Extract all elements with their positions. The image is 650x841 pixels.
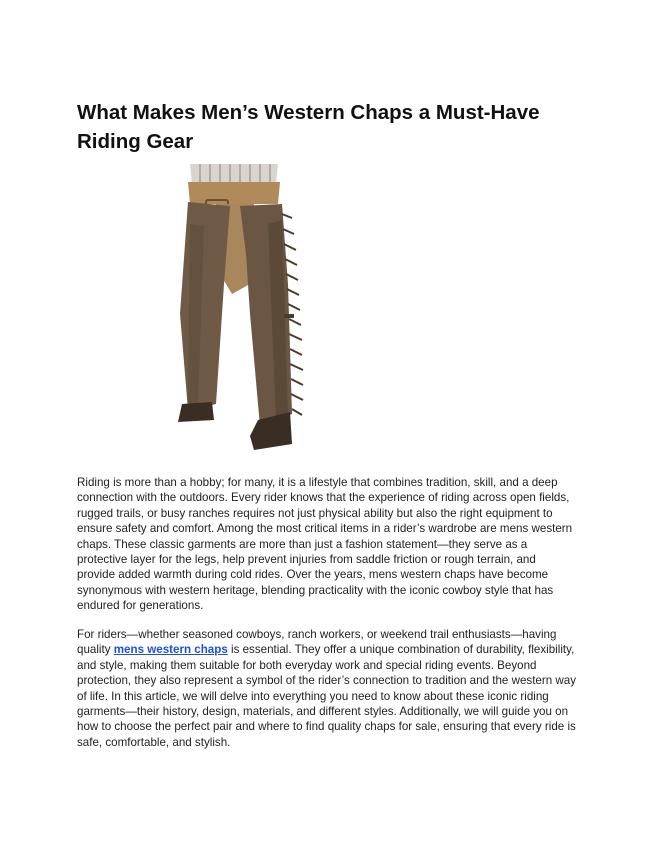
left-boot-graphic — [178, 402, 214, 422]
right-boot-graphic — [250, 412, 292, 450]
paragraph-text-after-link: is essential. They offer a unique combination of durability, flexibility, and style, making them suitable for both everyday work and special riding events. Beyond protection, they also represent a symbol of the rider’s connection to tradition and the western way of life. In this article, we will delve into everything you need to know about these iconic riding garments—their history, design, materials, and different styles. Additionally, we will guide you on how to choose the perfect pair and where to find quality chaps for sale, ensuring that every ride is safe, comfortable, and stylish. — [77, 643, 577, 749]
chaps-photo — [150, 164, 315, 459]
shirt-graphic — [190, 164, 278, 184]
paragraph-text-before-link: For riders—whether seasoned cowboys, ranch workers, or weekend trail enthusiasts—having quality — [77, 628, 557, 657]
mens-western-chaps-link[interactable]: mens western chaps — [113, 643, 228, 657]
second-paragraph — [77, 627, 577, 750]
article-title: What Makes Men’s Western Chaps a Must-Have Riding Gear — [77, 101, 540, 153]
intro-paragraph: Riding is more than a hobby; for many, it is a lifestyle that combines tradition, skill, and a deep connection with the outdoors. Every rider knows that the experience of riding across open fields, rugged trails, or busy ranches requires not just physical ability but also the right equipment to ensure safety and comfort. Among the most critical items in a rider’s wardrobe are mens western chaps. These classic garments are more than just a fashion statement—they serve as a protective layer for the legs, help prevent injuries from saddle friction or rough terrain, and provide added warmth during cold rides. Over the years, mens western chaps have become synonymous with western heritage, blending practicality with the iconic cowboy style that has endured for generations. — [77, 476, 573, 613]
chaps-illustration — [150, 164, 315, 459]
belt-graphic — [188, 182, 280, 204]
left-leg-graphic — [180, 202, 230, 410]
